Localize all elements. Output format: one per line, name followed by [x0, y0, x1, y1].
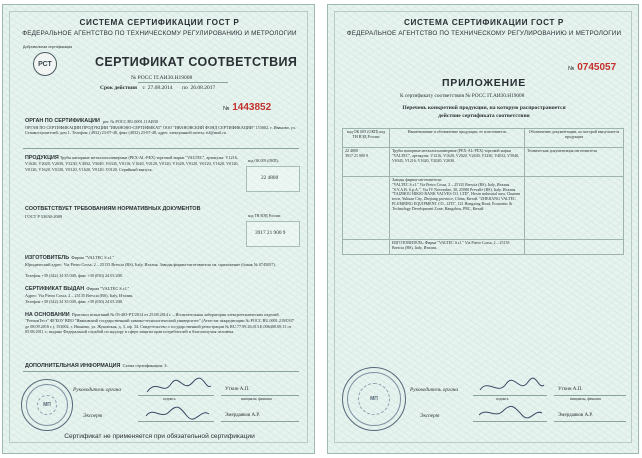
table-header-row: [343, 129, 624, 148]
head-label: Руководитель органа: [73, 387, 122, 393]
head-name: Уткин А.П.: [558, 387, 583, 392]
issued-text: Адрес: Via Pietro Cossa, 2 – 25135 Brescia (BS), Italy, Италия.: [25, 293, 134, 298]
maker-phone: Телефон +39 (342) 34 35 049, факс +39 (030) 24 03 208.: [25, 273, 123, 278]
conformity-doc: ГОСТ Р 53630-2009: [25, 214, 63, 219]
head-name: Уткин А.П.: [225, 387, 250, 392]
gost-r-logo: РСТ: [33, 52, 57, 76]
extra-info: ДОПОЛНИТЕЛЬНАЯ ИНФОРМАЦИЯ Схема сертификации: 3.: [25, 363, 168, 369]
doc-cell: Техническая документация изготовителя: [525, 148, 624, 177]
system-title: СИСТЕМА СЕРТИФИКАЦИИ ГОСТ Р: [79, 18, 240, 27]
okp-code: 22 4800: [261, 175, 279, 181]
table-header: код ОК 005 (ОКП) код ТН ВЭД России: [343, 129, 390, 148]
issued-phone: Телефон +39 (342) 34 35 049, факс +39 (030) 24 03 208.: [25, 299, 123, 304]
appendix-page: [327, 4, 639, 454]
basis-block: НА ОСНОВАНИИ Протокол испытаний № 03-483-РТ/2014 от 25.08.2014 г. – Испытательная лаборатория электротехнических изделий "РегионТест" ФГБОУ ВПО "Ивановский государственный химико-технологический университет" (Аттестат аккредитации № РОСС RU.0001.21МЭ37 до 08.09.2016 г.), 153002, г. Иваново, ул. Жуковская, д. 3, оф. 34. Свидетельство о государственной регистрации № RU.77.99.26.013.Е.006400.08.11 от 05.08.2011 г., выдано Федеральной службой по надзору в сфере защиты прав потребителей и благополучия человека.: [25, 312, 294, 334]
list-title-2: действие сертификата соответствия: [438, 113, 530, 119]
sign-caption: подпись: [496, 397, 509, 401]
initials-caption: инициалы, фамилия: [570, 397, 601, 401]
table-row: [343, 177, 624, 240]
maker-heading: ИЗГОТОВИТЕЛЬ Фирма "VALTEC S.r.l.": [25, 255, 115, 261]
expert-label: Эксперт: [420, 413, 440, 419]
organ-reg: рег. № РОСС RU.0001.11АИ30: [103, 119, 158, 124]
certificate-reference: К сертификату соответствия № РОСС IT.АИ30.Н19008: [400, 93, 525, 99]
list-title-1: Перечень конкретной продукции, на которую распространяется: [402, 105, 566, 111]
certificate-title: СЕРТИФИКАТ СООТВЕТСТВИЯ: [95, 55, 298, 69]
initials-caption: инициалы, фамилия: [241, 397, 272, 401]
table-row: [343, 148, 624, 177]
organ-label: ОРГАН ПО СЕРТИФИКАЦИИ: [25, 118, 100, 124]
logo-caption: Добровольная сертификация: [23, 45, 73, 49]
validity-period: Срок действия с 27.08.2014 по 26.08.2017: [100, 85, 216, 91]
certificate-page: [2, 4, 315, 454]
table-header: Обозначение документации, по которой выпускается продукция: [525, 129, 624, 148]
issued-heading: СЕРТИФИКАТ ВЫДАН Фирма "VALTEC S.r.l.": [25, 286, 130, 292]
appendix-title: ПРИЛОЖЕНИЕ: [441, 77, 527, 89]
blank-serial-number: № 1443852: [223, 102, 272, 113]
agency-title: ФЕДЕРАЛЬНОЕ АГЕНТСТВО ПО ТЕХНИЧЕСКОМУ РЕГУЛИРОВАНИЮ И МЕТРОЛОГИИ: [22, 30, 297, 37]
table-header: Наименование и обозначение продукции, ее изготовитель: [390, 129, 525, 148]
official-stamp: МП: [21, 379, 73, 431]
okp-label: код ОК 005 (ОКП):: [248, 159, 279, 163]
agency-title: ФЕДЕРАЛЬНОЕ АГЕНТСТВО ПО ТЕХНИЧЕСКОМУ РЕГУЛИРОВАНИЮ И МЕТРОЛОГИИ: [346, 30, 622, 37]
maker-cell: ИЗГОТОВИТЕЛЬ: Фирма "VALTEC S.r.l." Via Pietro Cossa, 2 – 25135 Brescia (BS), Italy, Италия.: [390, 240, 525, 255]
organ-text: ОРГАН ПО СЕРТИФИКАЦИИ ПРОДУКЦИИ "ИВАНОВО-СЕРТИФИКАТ" ООО "ИВАНОВСКИЙ ФОНД СЕРТИФИКАЦИИ" 153002, г. Иваново, ул. Станкостроителей, дом 1. Телефон: (4932) 23-07-48, факс (4932) 23-07-48, адрес электронной почты: isf@mail.ru: [25, 125, 296, 136]
plants-cell: Заводы фирмы-изготовителя: "VALTEC S.r.l." Via Pietro Cossa, 2 – 25135 Brescia (BS), Italy, Италия. "S.V.A.B. S.p.A.", Via IV Novembre, 30, 25080 Prevalle (BS), Italy, Италия. "TAIZHOU HIKIO BANK VALVES CO. LTD", Hexin industrial area, Chumen town, Yuhuan City, Zhejiang province, China, Китай. "ZHEJIANG VALTEC PLUMBING EQUIPMENT CO., LTD", 121 Hongxing Road, Economic & Technology Development Zone, Hangzhou, PRC, Китай.: [390, 177, 525, 240]
product-table: [342, 128, 624, 255]
table-row: [343, 240, 624, 255]
certificate-number: № РОСС IT.АИ30.Н19008: [131, 75, 193, 81]
footer-note: Сертификат не применяется при обязательной сертификации: [64, 433, 255, 440]
conformity-label: СООТВЕТСТВУЕТ ТРЕБОВАНИЯМ НОРМАТИВНЫХ ДОКУМЕНТОВ: [25, 206, 201, 212]
head-label: Руководитель органа: [410, 387, 459, 393]
tnved-label: код ТН ВЭД России:: [248, 214, 282, 218]
codes-cell: 22 4800 3917 21 900 9: [343, 148, 390, 177]
official-stamp: МП: [342, 367, 406, 431]
expert-name: Эмердаяков А.Р.: [225, 413, 260, 418]
sign-caption: подпись: [163, 397, 176, 401]
tnved-code: 3917 21 900 9: [255, 230, 286, 236]
maker-text: Юридический адрес: Via Pietro Cossa, 2 – 25135 Brescia (BS), Italy, Италия. Заводы фирмы-изготовителя см. приложение (бланк № 0745057).: [25, 262, 276, 267]
expert-name: Эмердаяков А.Р.: [558, 413, 593, 418]
blank-serial-number: № 0745057: [568, 62, 617, 73]
system-title: СИСТЕМА СЕРТИФИКАЦИИ ГОСТ Р: [404, 18, 564, 27]
product-block: ПРОДУКЦИЯ Трубы напорные металлополимерные (PEX-AL-PEX) торговой марки "VALTEC", артикулы: V1216, V1620, V2020, V2630, V3230, V4032, V5040, V6345, V0116, V1620, V0120, V0120, V1620, V0120, V0120, V1620, V0120, V0120, V1620, V0120, V0120, V1620, V0120, V0120. Серийный выпуск.: [25, 155, 239, 172]
expert-label: Эксперт: [83, 413, 103, 419]
product-cell: Трубы напорные металлополимерные (PEX-AL-PEX) торговой марки "VALTEC", артикулы: V1216, V1620, V2020, V2630, V3230, V4032, V5040, V6345, V1216, V1620, V2020, V2630.: [390, 148, 525, 177]
